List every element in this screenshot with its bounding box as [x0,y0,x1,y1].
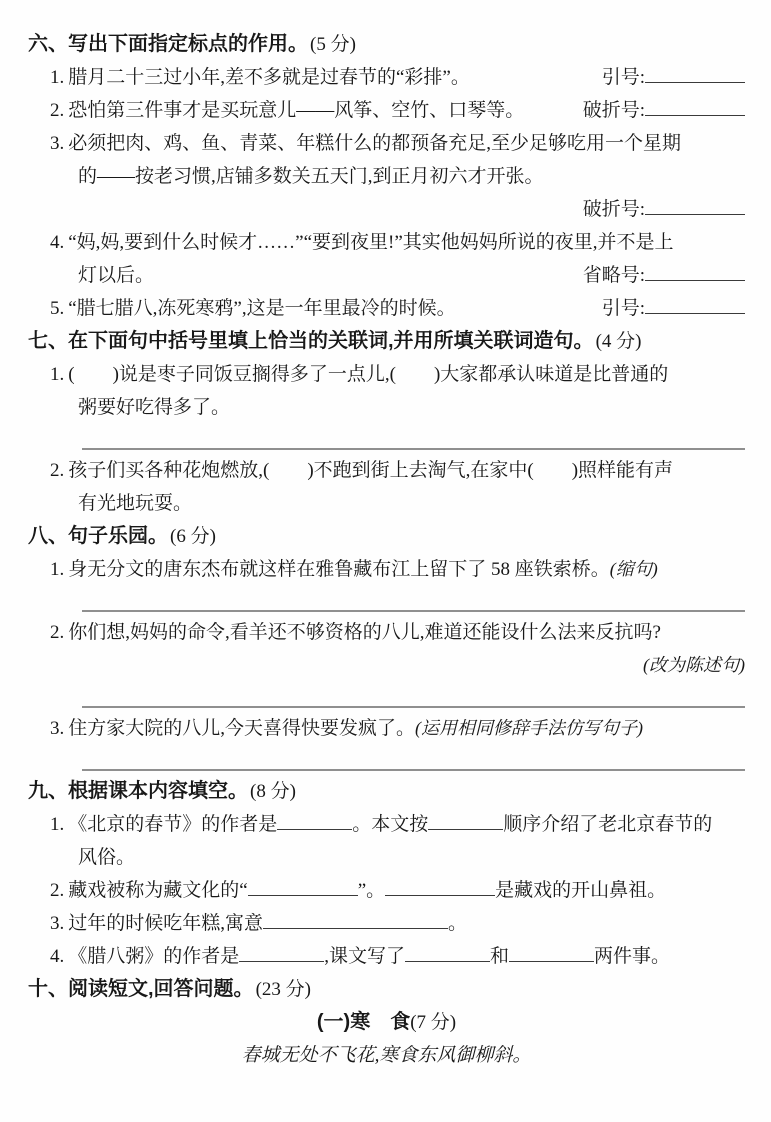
question-8-2 [50,616,745,649]
question-number: 1. [50,559,65,580]
question-number: 5. [50,298,65,319]
answer-blank [428,810,503,830]
question-8-1 [50,553,745,586]
punctuation-label: 引号: [601,298,645,319]
question-number: 2. [50,100,65,121]
question-text: 恐怕第三件事才是买玩意儿——风筝、空竹、口琴等。 [68,100,525,121]
question-9-3 [50,907,745,940]
answer-blank [645,294,745,314]
question-6-5 [50,292,745,325]
punctuation-label: 引号: [601,67,645,88]
question-text: 腊月二十三过小年,差不多就是过春节的“彩排”。 [68,67,470,88]
question-text: 《北京的春节》的作者是 [68,814,278,835]
answer-line [82,745,745,771]
section-8-title: 八、句子乐园。 [28,525,168,547]
question-number: 2. [50,622,65,643]
question-9-1 [50,808,745,841]
question-text: 顺序介绍了老北京春节的 [503,814,713,835]
question-6-4-line2 [78,259,745,292]
question-6-2 [50,94,745,127]
question-text-line1: “妈,妈,要到什么时候才……”“要到夜里!”其实他妈妈所说的夜里,并不是上 [68,232,674,253]
question-number: 3. [50,718,65,739]
answer-blank [239,942,324,962]
question-8-3 [50,712,745,745]
question-7-2 [50,454,745,487]
question-7-1 [50,358,745,391]
question-7-2-line2 [78,487,745,520]
answer-blank [645,96,745,116]
section-7-points: (4 分) [595,331,642,352]
question-text: 。 [448,913,468,934]
question-text: 身无分文的唐东杰布就这样在雅鲁藏布江上留下了 58 座铁索桥。 [68,559,610,580]
question-text-line2: 风俗。 [78,847,136,868]
section-8-points: (6 分) [170,526,216,547]
answer-blank [509,942,594,962]
question-9-2 [50,874,745,907]
rewrite-instruction: (缩句) [609,559,658,579]
question-9-4 [50,940,745,973]
question-text: 和 [490,946,510,967]
answer-blank [645,261,745,281]
question-number: 2. [50,880,65,901]
question-number: 1. [50,364,65,385]
question-text-line2: 有光地玩耍。 [78,493,193,514]
question-text: 。本文按 [352,814,429,835]
section-9-points: (8 分) [250,781,296,802]
poem-line: 春城无处不飞花,寒食东风御柳斜。 [241,1045,532,1066]
section-9-title: 九、根据课本内容填空。 [28,780,248,802]
question-text-line2: 灯以后。 [78,265,155,286]
section-6-heading [28,28,745,61]
answer-blank [277,810,352,830]
question-text: 过年的时候吃年糕,寓意 [68,913,264,934]
answer-line [82,424,745,450]
rewrite-instruction: (运用相同修辞手法仿写句子) [415,718,644,738]
question-number: 4. [50,946,65,967]
passage-1-title [28,1006,745,1039]
question-text: 是藏戏的开山鼻祖。 [495,880,667,901]
question-6-3-line2 [78,160,745,193]
question-number: 2. [50,460,65,481]
question-6-1 [50,61,745,94]
section-10-heading [28,973,745,1006]
answer-line [82,586,745,612]
question-text-line2: 粥要好吃得多了。 [78,397,231,418]
question-text: ,课文写了 [324,946,406,967]
section-6-title: 六、写出下面指定标点的作用。 [28,33,308,55]
section-7-heading [28,325,745,358]
question-text: 你们想,妈妈的命令,看羊还不够资格的八儿,难道还能设什么法来反抗吗? [68,622,661,643]
answer-blank [405,942,490,962]
question-text-line2: 的——按老习惯,店铺多数关五天门,到正月初六才开张。 [78,166,544,187]
punctuation-label: 破折号: [582,199,645,220]
answer-blank [385,876,495,896]
question-6-3 [50,127,745,160]
passage-title-text: (一)寒 食 [316,1011,411,1033]
question-text: 《腊八粥》的作者是 [68,946,240,967]
answer-blank [248,876,358,896]
question-number: 3. [50,913,65,934]
question-7-1-line2 [78,391,745,424]
question-number: 4. [50,232,65,253]
question-text-line1: ( )说是枣子同饭豆搁得多了一点儿,( )大家都承认味道是比普通的 [68,364,669,385]
question-text-line1: 必须把肉、鸡、鱼、青菜、年糕什么的都预备充足,至少足够吃用一个星期 [68,133,682,154]
question-text: 藏戏被称为藏文化的“ [68,880,248,901]
section-10-points: (23 分) [255,979,311,1000]
question-text: 住方家大院的八儿,今天喜得快要发疯了。 [68,718,416,739]
question-6-4 [50,226,745,259]
section-6-points: (5 分) [310,34,356,55]
punctuation-label: 省略号: [582,265,645,286]
section-9-heading [28,775,745,808]
question-6-3-answer [28,193,745,226]
answer-line [82,682,745,708]
question-text-line1: 孩子们买各种花炮燃放,( )不跑到街上去淘气,在家中( )照样能有声 [68,460,674,481]
section-10-title: 十、阅读短文,回答问题。 [28,978,254,1000]
question-number: 1. [50,814,65,835]
section-7-title: 七、在下面句中括号里填上恰当的关联词,并用所填关联词造句。 [28,330,594,352]
answer-blank [645,195,745,215]
section-8-heading [28,520,745,553]
answer-blank [263,909,448,929]
question-number: 1. [50,67,65,88]
rewrite-instruction: (改为陈述句) [643,655,745,675]
question-text: ”。 [357,880,386,901]
question-9-1-line2 [78,841,745,874]
punctuation-label: 破折号: [582,100,645,121]
answer-blank [645,63,745,83]
question-text: “腊七腊八,冻死寒鸦”,这是一年里最冷的时候。 [68,298,456,319]
question-text: 两件事。 [594,946,671,967]
passage-points: (7 分) [410,1012,457,1033]
question-number: 3. [50,133,65,154]
